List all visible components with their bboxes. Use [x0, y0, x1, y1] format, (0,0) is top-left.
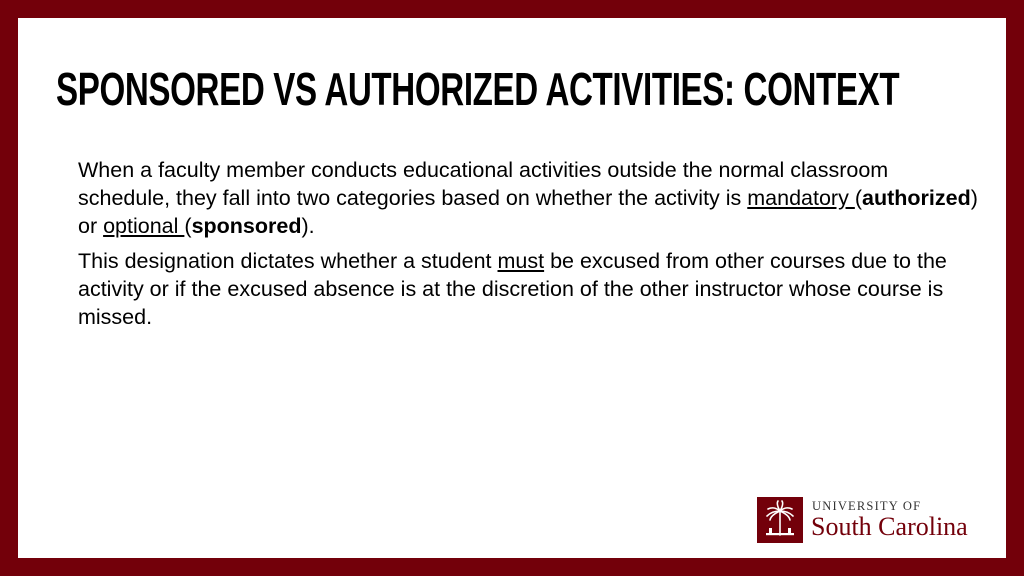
paragraph-designation [78, 247, 978, 331]
slide [18, 18, 1006, 558]
paragraph-text: ). [301, 214, 315, 238]
palmetto-seal-icon [757, 497, 803, 543]
sponsored-bold-text: sponsored [191, 214, 302, 238]
slide-title: SPONSORED VS AUTHORIZED ACTIVITIES: CONTEXT [56, 63, 900, 115]
must-underlined-text: must [497, 249, 545, 273]
paren: ( [184, 214, 192, 238]
logo-south-carolina: South Carolina [811, 512, 968, 541]
paragraph-context [78, 156, 978, 240]
paragraph-text: ) or [78, 186, 978, 238]
paragraph-text: When a faculty member conducts educational activities outside the normal classroom schedule, they fall into two categories based on whether the activity is [78, 158, 889, 210]
paragraph-text: This designation dictates whether a student [78, 249, 498, 273]
logo-university-of: UNIVERSITY OF [812, 499, 922, 513]
paren: ( [854, 186, 862, 210]
optional-underlined-text: optional [103, 214, 185, 238]
mandatory-underlined-text: mandatory [747, 186, 855, 210]
paragraph-text: be excused from other courses due to the activity or if the excused absence is at the discretion of the other instructor whose course is missed. [78, 249, 947, 329]
university-logo [757, 497, 993, 543]
slide-body [78, 156, 978, 338]
authorized-bold-text: authorized [862, 186, 971, 210]
